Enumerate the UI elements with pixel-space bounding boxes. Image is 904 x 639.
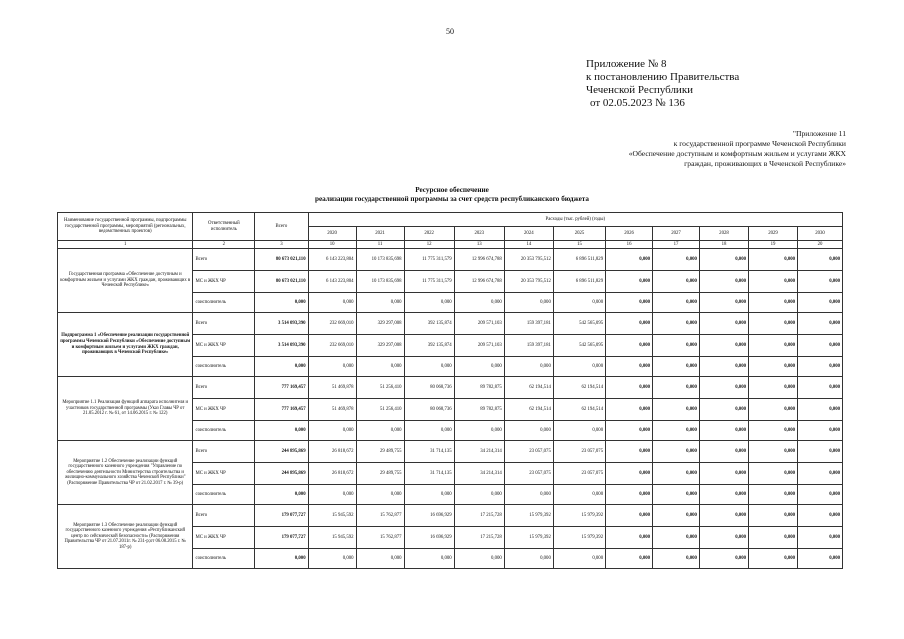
table-cell: 0,000	[699, 549, 748, 569]
table-cell: 232 669,010	[308, 313, 356, 335]
table-cell: 0,000	[798, 463, 843, 485]
table-cell: 15 945,592	[308, 527, 356, 549]
row-responsible: Всего	[193, 377, 255, 399]
table-cell: 0,000	[308, 549, 356, 569]
header-year: 2028	[699, 227, 748, 241]
header-name: Наименование государственной программы, подпрограммы государственной программы, мероприятий (региональных, ведомственных проектов)	[58, 213, 193, 241]
column-number: 11	[356, 241, 404, 249]
table-cell: 0,000	[699, 271, 748, 293]
table-cell: 29 489,755	[356, 441, 404, 463]
table-cell: 232 669,010	[308, 335, 356, 357]
table-cell: 62 194,514	[553, 399, 605, 421]
table-cell: 0,000	[653, 527, 700, 549]
table-cell: 179 077,727	[255, 505, 308, 527]
row-name: Подпрограмма 1 «Обеспечение реализации государственной программы Чеченской Республики «Обеспечение доступным и комфортным жильем и услугами ЖКХ граждан, проживающих в Чеченской Республике»	[58, 313, 193, 377]
table-cell: 15 762,877	[356, 505, 404, 527]
table-cell: 244 895,869	[255, 463, 308, 485]
program-reference	[546, 129, 846, 169]
table-cell: 0,000	[653, 377, 700, 399]
table-cell: 0,000	[356, 293, 404, 313]
table-cell: 0,000	[553, 485, 605, 505]
row-name: Государственная программа «Обеспечение доступным и комфортным жильем и услугами ЖКХ граждан, проживающих в Чеченской Республике»	[58, 249, 193, 313]
row-responsible: соисполнитель	[193, 485, 255, 505]
row-name: Мероприятие 1.3 Обеспечение реализации функций государственного казенного учреждения «Республиканский центр по сейсмической безопасности» (Распоряжения Правительства ЧР от 21.07.2011г. № 231-р;от 06.08.2015 г. № 187-р)	[58, 505, 193, 569]
table-cell: 0,000	[749, 313, 798, 335]
header-year: 2025	[553, 227, 605, 241]
table-cell: 0,000	[749, 335, 798, 357]
row-responsible: Всего	[193, 249, 255, 271]
table-cell: 0,000	[606, 377, 653, 399]
table-cell: 0,000	[653, 271, 700, 293]
table-cell: 0,000	[749, 357, 798, 377]
row-responsible: Всего	[193, 313, 255, 335]
table-cell: 0,000	[504, 549, 553, 569]
table-cell: 0,000	[404, 549, 454, 569]
header-year: 2026	[606, 227, 653, 241]
program-ref-line: граждан, проживающих в Чеченской Республике»	[684, 159, 846, 168]
table-cell: 10 173 835,698	[356, 249, 404, 271]
table-cell: 3 514 093,390	[255, 313, 308, 335]
table-cell: 89 782,875	[454, 377, 504, 399]
table-cell: 23 057,075	[504, 441, 553, 463]
table-cell: 0,000	[699, 421, 748, 441]
table-cell: 0,000	[653, 293, 700, 313]
table-cell: 16 696,929	[404, 505, 454, 527]
row-responsible: МС и ЖКХ ЧР	[193, 399, 255, 421]
column-number: 18	[699, 241, 748, 249]
row-responsible: Всего	[193, 441, 255, 463]
table-cell: 0,000	[356, 485, 404, 505]
header-expenses: Расходы (тыс. рублей) (годы)	[308, 213, 842, 227]
table-cell: 0,000	[749, 271, 798, 293]
table-cell: 0,000	[699, 357, 748, 377]
table-cell: 0,000	[749, 485, 798, 505]
table-cell: 0,000	[553, 357, 605, 377]
table-cell: 62 194,514	[553, 377, 605, 399]
table-cell: 777 169,457	[255, 377, 308, 399]
table-cell: 0,000	[699, 441, 748, 463]
table-cell: 11 775 311,579	[404, 271, 454, 293]
table-cell: 0,000	[699, 313, 748, 335]
table-cell: 0,000	[356, 357, 404, 377]
table-cell: 159 397,181	[504, 335, 553, 357]
column-number: 2	[193, 241, 255, 249]
table-cell: 26 818,672	[308, 441, 356, 463]
table-cell: 0,000	[606, 293, 653, 313]
table-cell: 209 571,103	[454, 335, 504, 357]
table-cell: 51 469,878	[308, 377, 356, 399]
table-cell: 0,000	[553, 421, 605, 441]
table-cell: 0,000	[454, 293, 504, 313]
table-cell: 80 673 021,110	[255, 271, 308, 293]
table-cell: 23 057,075	[504, 463, 553, 485]
table-cell: 62 194,514	[504, 399, 553, 421]
table-cell: 0,000	[606, 335, 653, 357]
table-cell: 0,000	[749, 505, 798, 527]
table-cell: 0,000	[404, 357, 454, 377]
table-cell: 0,000	[749, 527, 798, 549]
column-number: 14	[504, 241, 553, 249]
table-cell: 15 979,392	[504, 527, 553, 549]
column-number: 16	[606, 241, 653, 249]
table-cell: 0,000	[308, 421, 356, 441]
row-responsible: МС и ЖКХ ЧР	[193, 463, 255, 485]
row-responsible: МС и ЖКХ ЧР	[193, 271, 255, 293]
table-cell: 0,000	[255, 357, 308, 377]
table-cell: 0,000	[699, 377, 748, 399]
table-cell: 51 256,410	[356, 399, 404, 421]
table-cell: 0,000	[749, 441, 798, 463]
header-year: 2020	[308, 227, 356, 241]
table-cell: 0,000	[606, 399, 653, 421]
appendix-line: к постановлению Правительства	[586, 71, 740, 83]
program-ref-line: к государственной программе Чеченской Республики	[673, 139, 846, 148]
header-year: 2029	[749, 227, 798, 241]
table-cell: 0,000	[749, 399, 798, 421]
row-name: Мероприятие 1.2 Обеспечение реализации функций государственного казенного учреждения "Управление по обеспечению деятельности Министерства строительства и жилищно-коммунального хозяйства Чеченской Республики" (Распоряжение Правительства ЧР от 21.02.2017 г. № 39-р)	[58, 441, 193, 505]
table-cell: 0,000	[356, 549, 404, 569]
table-cell: 0,000	[749, 249, 798, 271]
table-cell: 0,000	[653, 441, 700, 463]
table-cell: 0,000	[798, 505, 843, 527]
table-cell: 80 068,736	[404, 399, 454, 421]
table-cell: 17 215,728	[454, 505, 504, 527]
table-cell: 16 696,929	[404, 527, 454, 549]
table-cell: 0,000	[653, 485, 700, 505]
table-cell: 0,000	[308, 293, 356, 313]
table-cell: 6 896 511,829	[553, 271, 605, 293]
table-row	[58, 313, 843, 335]
table-cell: 0,000	[606, 313, 653, 335]
page-number: 50	[446, 27, 454, 36]
table-cell: 0,000	[699, 527, 748, 549]
table-cell: 0,000	[749, 549, 798, 569]
table-cell: 0,000	[504, 357, 553, 377]
table-cell: 0,000	[749, 463, 798, 485]
table-cell: 0,000	[606, 505, 653, 527]
table-cell: 0,000	[308, 357, 356, 377]
table-cell: 23 057,075	[553, 441, 605, 463]
header-total: Всего	[255, 213, 308, 241]
table-cell: 542 565,095	[553, 335, 605, 357]
row-responsible: Всего	[193, 505, 255, 527]
table-cell: 0,000	[653, 249, 700, 271]
table-cell: 0,000	[606, 485, 653, 505]
table-cell: 542 565,095	[553, 313, 605, 335]
table-cell: 0,000	[606, 357, 653, 377]
row-responsible: МС и ЖКХ ЧР	[193, 527, 255, 549]
table-cell: 80 673 021,110	[255, 249, 308, 271]
table-cell: 0,000	[798, 335, 843, 357]
header-year: 2022	[404, 227, 454, 241]
table-cell: 777 169,457	[255, 399, 308, 421]
column-number: 15	[553, 241, 605, 249]
table-cell: 159 397,181	[504, 313, 553, 335]
table-cell: 209 571,103	[454, 313, 504, 335]
table-cell: 0,000	[699, 335, 748, 357]
appendix-line: Приложение № 8	[586, 58, 667, 70]
row-responsible: соисполнитель	[193, 357, 255, 377]
table-cell: 0,000	[653, 357, 700, 377]
table-cell: 0,000	[553, 549, 605, 569]
table-cell: 10 173 835,698	[356, 271, 404, 293]
table-cell: 80 068,736	[404, 377, 454, 399]
document-subtitle: реализации государственной программы за счет средств республиканского бюджета	[314, 195, 590, 203]
table-cell: 62 194,514	[504, 377, 553, 399]
table-cell: 0,000	[606, 527, 653, 549]
header-year: 2024	[504, 227, 553, 241]
table-cell: 0,000	[653, 505, 700, 527]
row-responsible: соисполнитель	[193, 293, 255, 313]
table-cell: 179 077,727	[255, 527, 308, 549]
document-title: Ресурсное обеспечение	[415, 186, 489, 194]
table-cell: 0,000	[606, 549, 653, 569]
resource-table	[57, 212, 843, 569]
table-cell: 392 135,874	[404, 313, 454, 335]
table-row	[58, 249, 843, 271]
table-cell: 6 143 223,804	[308, 271, 356, 293]
table-cell: 17 215,728	[454, 527, 504, 549]
table-cell: 20 353 795,512	[504, 271, 553, 293]
header-year: 2030	[798, 227, 843, 241]
table-cell: 31 714,135	[404, 441, 454, 463]
table-cell: 0,000	[798, 293, 843, 313]
table-cell: 0,000	[749, 293, 798, 313]
table-cell: 0,000	[653, 313, 700, 335]
table-cell: 0,000	[798, 549, 843, 569]
table-cell: 0,000	[606, 421, 653, 441]
table-cell: 11 775 311,579	[404, 249, 454, 271]
table-cell: 0,000	[255, 421, 308, 441]
table-row	[58, 377, 843, 399]
table-cell: 12 996 674,788	[454, 271, 504, 293]
table-cell: 0,000	[798, 271, 843, 293]
table-cell: 0,000	[699, 485, 748, 505]
table-cell: 0,000	[255, 293, 308, 313]
table-cell: 6 143 223,804	[308, 249, 356, 271]
table-cell: 0,000	[653, 421, 700, 441]
header-responsible: Ответственный исполнитель	[193, 213, 255, 241]
table-cell: 34 214,314	[454, 463, 504, 485]
table-cell: 392 135,874	[404, 335, 454, 357]
column-number: 19	[749, 241, 798, 249]
appendix-line: от 02.05.2023 № 136	[590, 97, 685, 109]
table-cell: 0,000	[798, 421, 843, 441]
table-cell: 0,000	[798, 441, 843, 463]
column-number: 20	[798, 241, 843, 249]
table-cell: 0,000	[749, 377, 798, 399]
table-cell: 0,000	[404, 293, 454, 313]
table-cell: 0,000	[308, 485, 356, 505]
table-cell: 0,000	[255, 549, 308, 569]
table-cell: 0,000	[504, 485, 553, 505]
table-cell: 15 979,392	[553, 527, 605, 549]
table-cell: 0,000	[653, 549, 700, 569]
table-cell: 26 818,672	[308, 463, 356, 485]
table-cell: 0,000	[356, 421, 404, 441]
table-cell: 0,000	[653, 463, 700, 485]
table-row	[58, 505, 843, 527]
table-cell: 0,000	[798, 399, 843, 421]
table-cell: 6 896 511,829	[553, 249, 605, 271]
table-cell: 0,000	[454, 357, 504, 377]
table-cell: 0,000	[255, 485, 308, 505]
program-ref-line: "Приложение 11	[792, 129, 846, 138]
table-cell: 329 297,008	[356, 313, 404, 335]
table-cell: 51 469,878	[308, 399, 356, 421]
table-cell: 34 214,314	[454, 441, 504, 463]
table-cell: 0,000	[454, 549, 504, 569]
table-cell: 31 714,135	[404, 463, 454, 485]
table-cell: 0,000	[798, 377, 843, 399]
row-responsible: соисполнитель	[193, 421, 255, 441]
table-cell: 0,000	[653, 335, 700, 357]
column-number: 12	[404, 241, 454, 249]
table-cell: 15 945,592	[308, 505, 356, 527]
table-cell: 51 256,410	[356, 377, 404, 399]
table-cell: 0,000	[798, 357, 843, 377]
row-name: Мероприятие 1.1 Реализация функций аппарата исполнителя и участников государственной программы (Указ Главы ЧР от 21.05.2012 г. № 61, от 14.06.2015 г. № 122)	[58, 377, 193, 441]
table-cell: 0,000	[454, 485, 504, 505]
table-cell: 0,000	[606, 249, 653, 271]
table-cell: 0,000	[504, 421, 553, 441]
table-cell: 0,000	[749, 421, 798, 441]
table-cell: 0,000	[553, 293, 605, 313]
table-cell: 0,000	[404, 485, 454, 505]
table-cell: 244 895,869	[255, 441, 308, 463]
table-cell: 15 979,392	[504, 505, 553, 527]
table-cell: 15 979,392	[553, 505, 605, 527]
table-cell: 0,000	[798, 313, 843, 335]
table-cell: 23 057,075	[553, 463, 605, 485]
table-cell: 0,000	[699, 463, 748, 485]
appendix-header	[586, 58, 739, 110]
table-cell: 0,000	[606, 441, 653, 463]
table-cell: 0,000	[454, 421, 504, 441]
column-number: 10	[308, 241, 356, 249]
column-number: 17	[653, 241, 700, 249]
table-cell: 12 996 674,788	[454, 249, 504, 271]
column-number: 3	[255, 241, 308, 249]
table-cell: 0,000	[606, 463, 653, 485]
column-number: 1	[58, 241, 193, 249]
table-cell: 0,000	[699, 249, 748, 271]
table-row	[58, 441, 843, 463]
table-cell: 29 489,755	[356, 463, 404, 485]
table-cell: 0,000	[798, 527, 843, 549]
header-year: 2023	[454, 227, 504, 241]
table-cell: 0,000	[606, 271, 653, 293]
table-cell: 15 762,877	[356, 527, 404, 549]
header-year: 2027	[653, 227, 700, 241]
table-cell: 0,000	[699, 505, 748, 527]
header-year: 2021	[356, 227, 404, 241]
row-responsible: МС и ЖКХ ЧР	[193, 335, 255, 357]
program-ref-line: «Обеспечение доступным и комфортным жильем и услугами ЖКХ	[628, 149, 846, 158]
table-cell: 20 353 795,512	[504, 249, 553, 271]
table-cell: 3 514 093,390	[255, 335, 308, 357]
table-cell: 0,000	[699, 399, 748, 421]
table-cell: 0,000	[798, 249, 843, 271]
table-cell: 89 782,875	[454, 399, 504, 421]
table-cell: 0,000	[699, 293, 748, 313]
table-cell: 0,000	[504, 293, 553, 313]
table-cell: 0,000	[404, 421, 454, 441]
row-responsible: соисполнитель	[193, 549, 255, 569]
column-number: 13	[454, 241, 504, 249]
table-cell: 0,000	[798, 485, 843, 505]
appendix-line: Чеченской Республики	[586, 84, 694, 96]
table-cell: 329 297,008	[356, 335, 404, 357]
table-cell: 0,000	[653, 399, 700, 421]
